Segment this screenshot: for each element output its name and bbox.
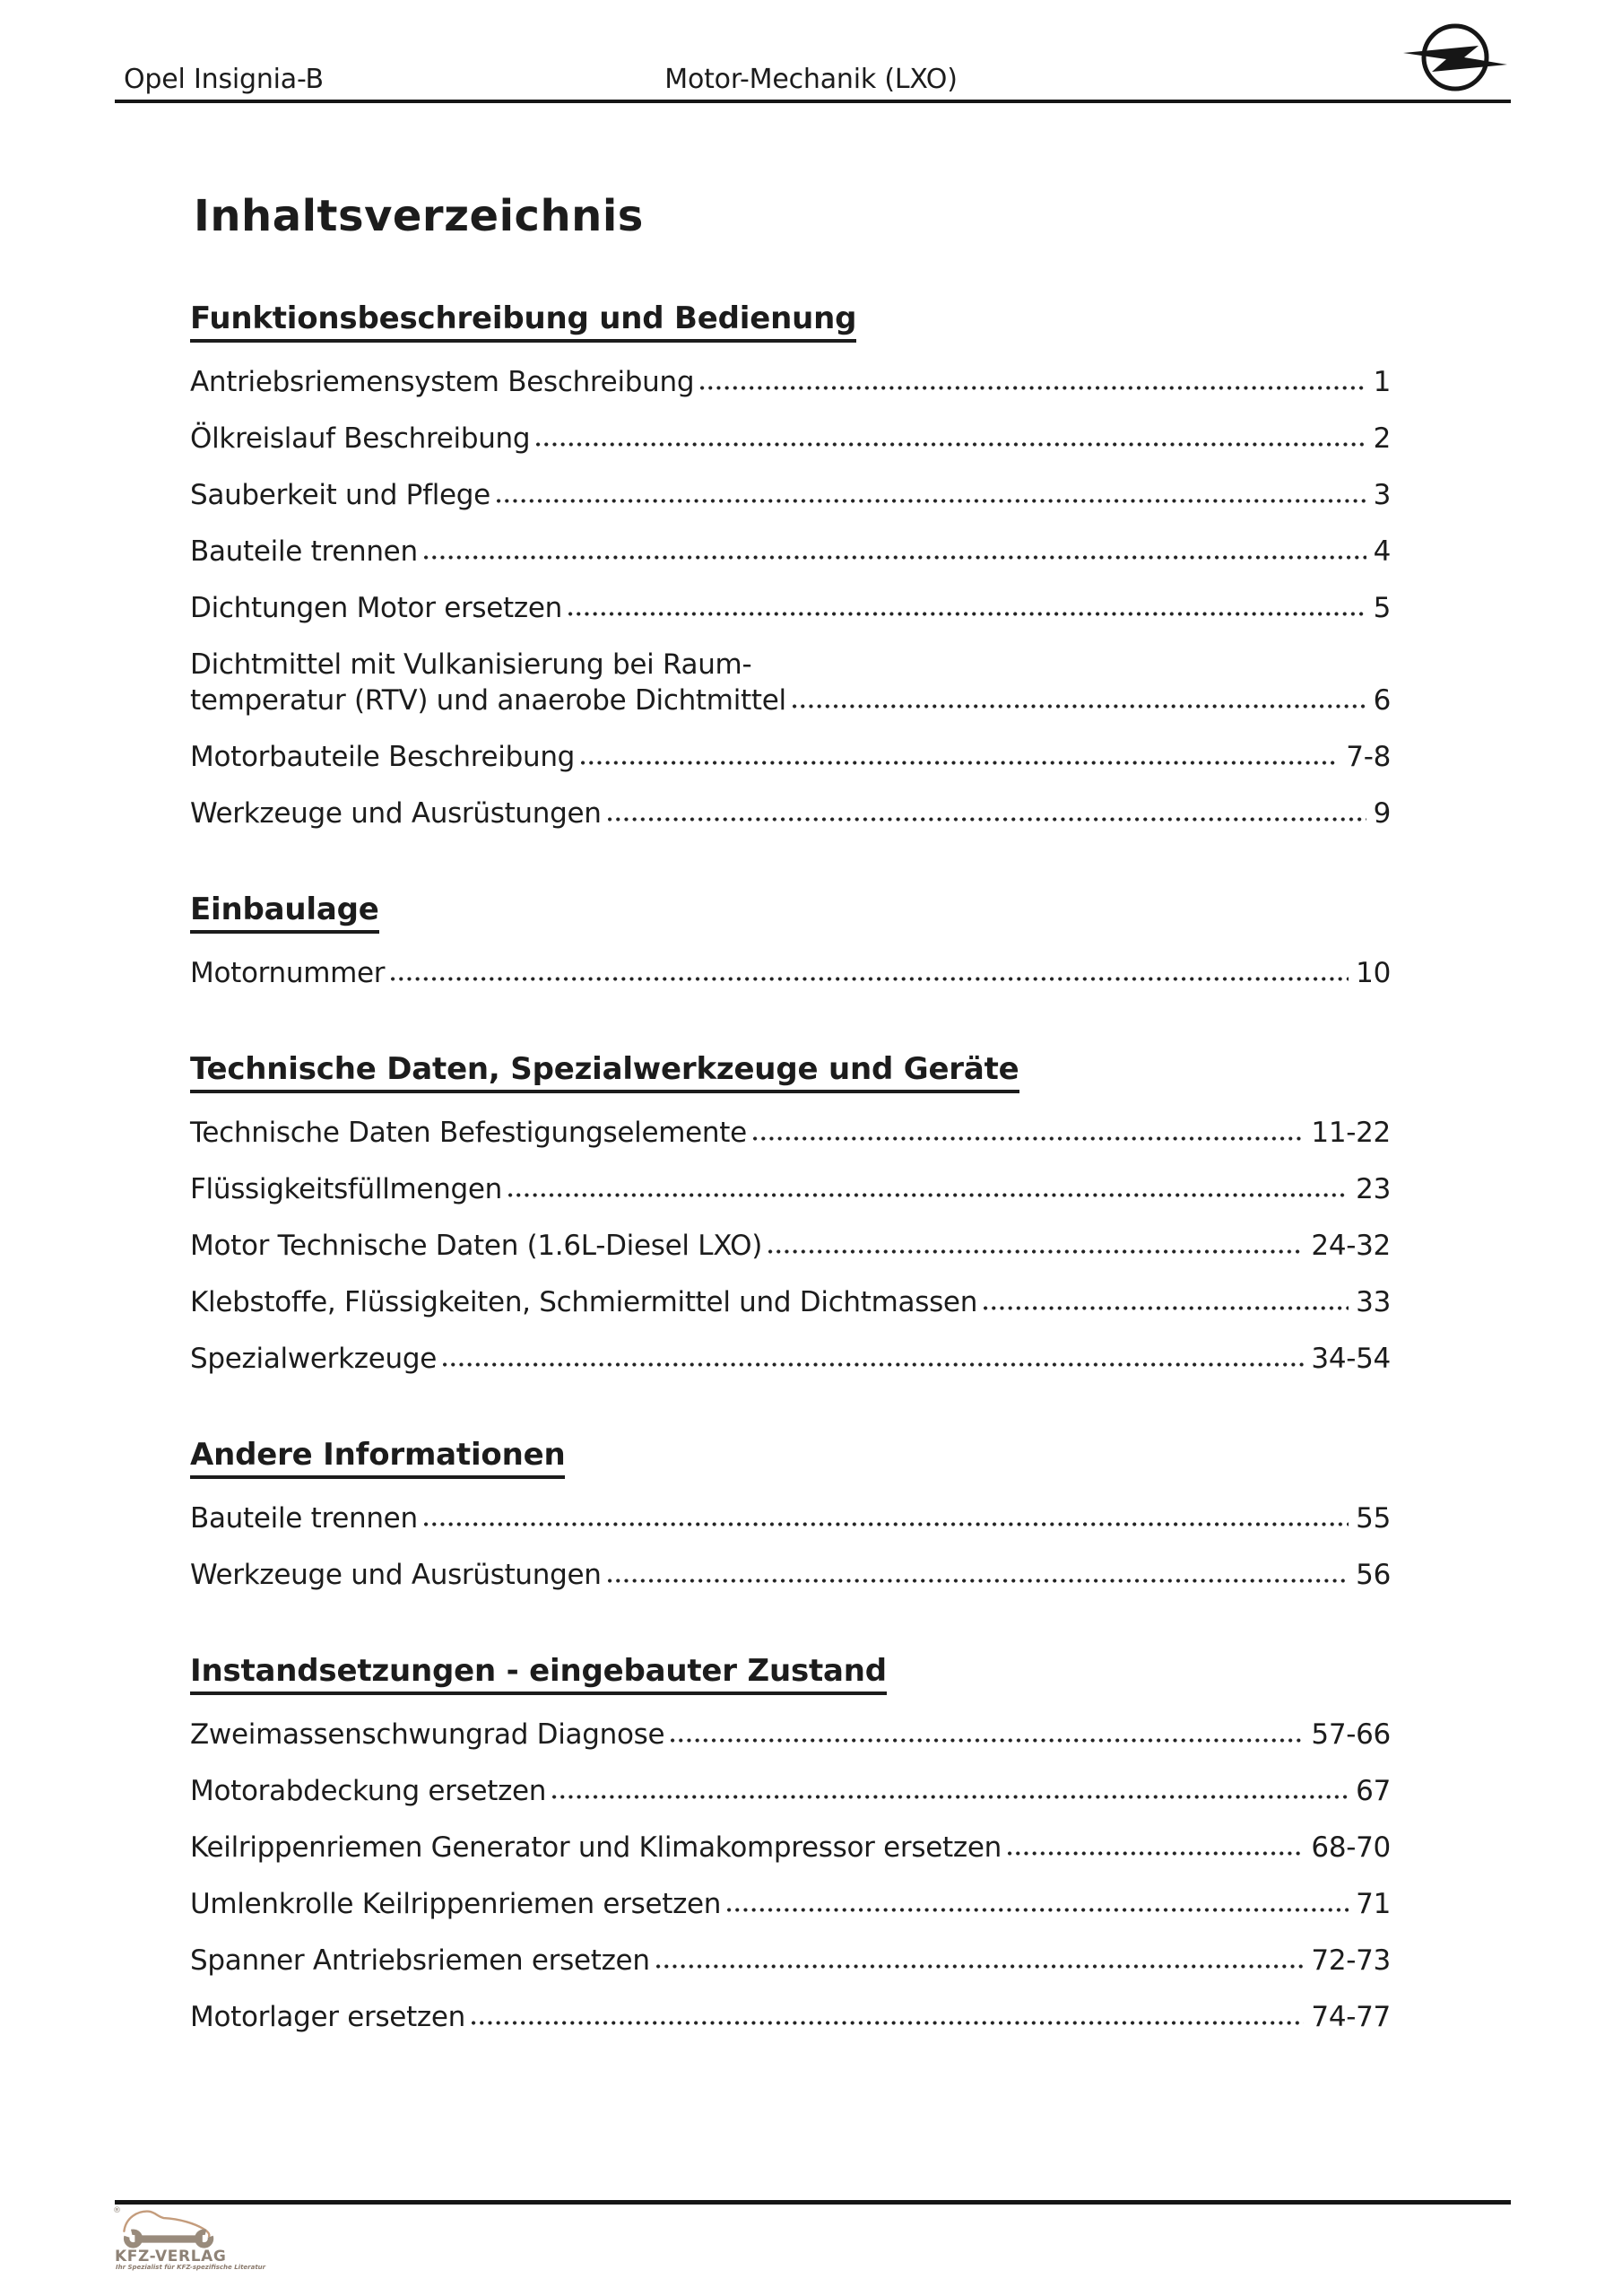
section-heading: Andere Informationen [190, 1434, 565, 1479]
dot-leader [472, 2020, 1304, 2026]
toc-entry-label: Motorabdeckung ersetzen [190, 1775, 547, 1807]
toc-entry [190, 1717, 1391, 1752]
toc-entry-label: Sauberkeit und Pflege [190, 479, 490, 511]
dot-leader [984, 1305, 1349, 1311]
dot-leader [508, 1192, 1349, 1198]
toc-entry-label: Flüssigkeitsfüllmengen [190, 1173, 503, 1205]
toc-entry-label: Spanner Antriebsriemen ersetzen [190, 1944, 650, 1977]
section-entries [190, 1115, 1391, 1377]
toc-entry [190, 955, 1391, 991]
toc-entry-label: Motornummer [190, 957, 386, 989]
toc-entry-page: 71 [1356, 1888, 1391, 1920]
toc-entry [190, 1341, 1391, 1377]
toc-entry [190, 1115, 1391, 1151]
toc-entry-page: 74-77 [1311, 2001, 1391, 2033]
toc-entry [190, 1773, 1391, 1809]
toc-entry [190, 1886, 1391, 1922]
toc-entry [190, 1943, 1391, 1979]
section-entries [190, 1717, 1391, 2035]
toc-entry-page: 33 [1356, 1286, 1391, 1318]
dot-leader [552, 1794, 1349, 1800]
toc-section [190, 889, 1391, 991]
toc-entry [190, 1228, 1391, 1264]
kfz-verlag-tagline: Ihr Spezialist für KFZ-spezifische Literatur [116, 2264, 266, 2271]
toc-entry-label: Spezialwerkzeuge [190, 1343, 437, 1375]
toc-entry-label: Bauteile trennen [190, 535, 418, 568]
toc-entry-page: 24-32 [1311, 1230, 1391, 1262]
toc-entry-label-line1: Dichtmittel mit Vulkanisierung bei Raum- [190, 648, 752, 681]
toc-entry [190, 1557, 1391, 1593]
toc-entry-page: 4 [1373, 535, 1391, 568]
section-heading: Einbaulage [190, 889, 379, 934]
dot-leader [608, 816, 1366, 822]
toc-entry-page: 67 [1356, 1775, 1391, 1807]
dot-leader [536, 441, 1366, 448]
toc-entry-page: 68-70 [1311, 1831, 1391, 1864]
header-section-title: Motor-Mechanik (LXO) [664, 64, 958, 95]
kfz-verlag-wordmark: KFZ-VERLAG [115, 2248, 227, 2266]
footer-divider [115, 2200, 1511, 2205]
toc-entry-page: 34-54 [1311, 1343, 1391, 1375]
toc-entry [190, 590, 1391, 626]
toc-entry-page: 72-73 [1311, 1944, 1391, 1977]
toc-entry [190, 477, 1391, 513]
toc-section [190, 298, 1391, 831]
dot-leader [753, 1135, 1305, 1142]
toc-section [190, 1048, 1391, 1377]
toc-entry-page: 5 [1373, 592, 1391, 624]
toc-entry-label: Motor Technische Daten (1.6L-Diesel LXO) [190, 1230, 763, 1262]
toc-entry-label: Dichtungen Motor ersetzen [190, 592, 562, 624]
toc-entry [190, 739, 1391, 775]
registered-mark: ® [113, 2206, 121, 2215]
toc-entry-label: Ölkreislauf Beschreibung [190, 422, 531, 455]
toc-entry [190, 647, 1391, 718]
toc-entry-label: Keilrippenriemen Generator und Klimakompressor ersetzen [190, 1831, 1002, 1864]
toc-entry-page: 7-8 [1346, 741, 1391, 773]
toc-entry-page: 6 [1373, 684, 1391, 717]
dot-leader [727, 1907, 1349, 1913]
toc-entry-label: Werkzeuge und Ausrüstungen [190, 1559, 602, 1591]
toc-entry-page: 10 [1356, 957, 1391, 989]
dot-leader [768, 1248, 1304, 1255]
car-wrench-icon [115, 2208, 224, 2249]
section-heading: Technische Daten, Spezialwerkzeuge und Geräte [190, 1048, 1019, 1093]
toc-entry-page: 55 [1356, 1502, 1391, 1535]
toc-entry [190, 1500, 1391, 1536]
header-model-title: Opel Insignia-B [124, 64, 324, 95]
toc-entry-label: Werkzeuge und Ausrüstungen [190, 797, 602, 830]
toc-entry-page: 3 [1373, 479, 1391, 511]
toc-section [190, 1650, 1391, 2035]
dot-leader [424, 1521, 1349, 1527]
section-entries [190, 1500, 1391, 1593]
toc-entry-label: Klebstoffe, Flüssigkeiten, Schmiermittel und Dichtmassen [190, 1286, 978, 1318]
toc-entry-page: 1 [1373, 366, 1391, 398]
section-heading: Funktionsbeschreibung und Bedienung [190, 298, 856, 343]
toc-entry-label: Zweimassenschwungrad Diagnose [190, 1718, 665, 1751]
section-entries [190, 364, 1391, 831]
section-entries [190, 955, 1391, 991]
dot-leader [497, 498, 1366, 504]
toc-sections [190, 298, 1391, 2035]
toc-entry-page: 11-22 [1311, 1117, 1391, 1149]
toc-entry-page: 9 [1373, 797, 1391, 830]
dot-leader [700, 385, 1366, 391]
toc-entry [190, 1999, 1391, 2035]
dot-leader [424, 554, 1366, 561]
toc-section [190, 1434, 1391, 1593]
toc-entry-label: Bauteile trennen [190, 1502, 418, 1535]
toc-entry [190, 1171, 1391, 1207]
toc-entry-label: Technische Daten Befestigungselemente [190, 1117, 747, 1149]
dot-leader [581, 760, 1339, 766]
toc-entry [190, 534, 1391, 570]
toc-entry-label: Motorbauteile Beschreibung [190, 741, 576, 773]
toc-entry-page: 2 [1373, 422, 1391, 455]
toc-entry [190, 421, 1391, 457]
dot-leader [608, 1578, 1349, 1584]
toc-entry-label: Antriebsriemensystem Beschreibung [190, 366, 695, 398]
toc-entry-page: 56 [1356, 1559, 1391, 1591]
opel-blitz-icon [1399, 0, 1512, 99]
toc-entry [190, 364, 1391, 400]
toc-entry-label: Umlenkrolle Keilrippenriemen ersetzen [190, 1888, 722, 1920]
dot-leader [568, 611, 1366, 617]
dot-leader [793, 703, 1366, 709]
toc-entry-page: 57-66 [1311, 1718, 1391, 1751]
table-of-contents [190, 0, 1391, 2056]
dot-leader [391, 976, 1349, 982]
dot-leader [443, 1361, 1304, 1368]
toc-entry-label: Motorlager ersetzen [190, 2001, 466, 2033]
dot-leader [656, 1963, 1305, 1970]
dot-leader [1008, 1850, 1304, 1857]
toc-entry [190, 1830, 1391, 1866]
page-title: Inhaltsverzeichnis [194, 191, 644, 241]
section-heading: Instandsetzungen - eingebauter Zustand [190, 1650, 887, 1695]
toc-entry [190, 796, 1391, 831]
toc-entry [190, 1284, 1391, 1320]
dot-leader [671, 1737, 1304, 1744]
toc-entry-page: 23 [1356, 1173, 1391, 1205]
toc-entry-label: temperatur (RTV) und anaerobe Dichtmittel [190, 684, 786, 717]
